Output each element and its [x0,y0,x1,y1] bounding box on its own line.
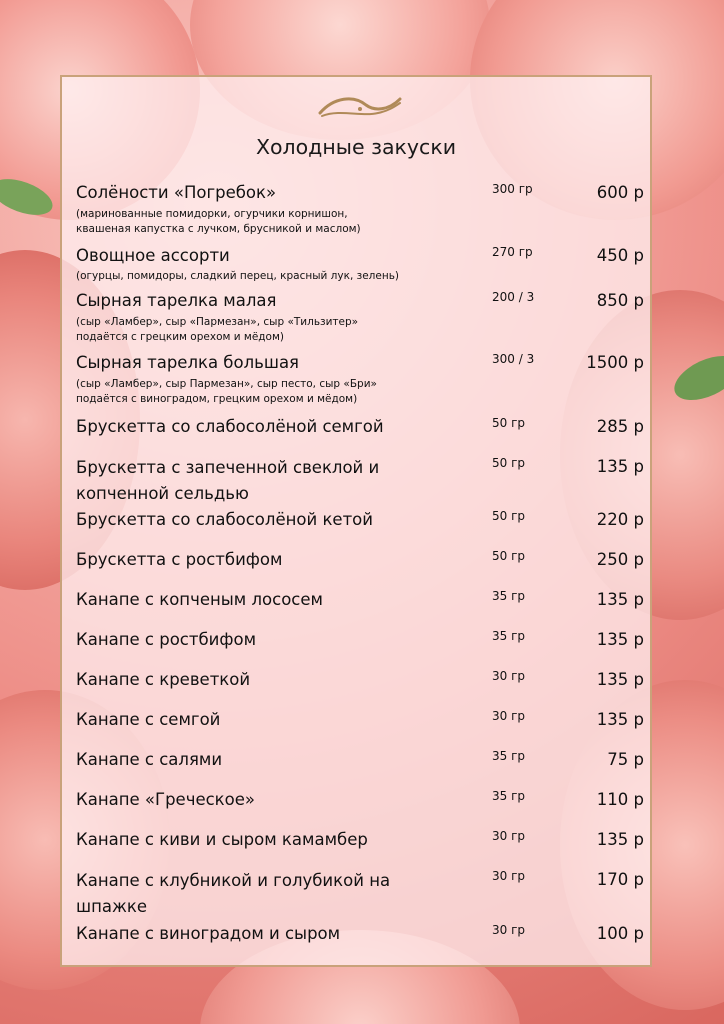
item-name: Канапе с салями [76,750,223,769]
item-weight: 30 гр [492,923,526,937]
item-weight: 30 гр [492,709,526,723]
item-name: Брускетта с ростбифом [76,550,283,569]
menu-item [76,668,642,691]
menu-item [76,244,642,284]
menu-item [76,922,642,945]
item-name: Канапе с киви и сыром камамбер [76,830,368,849]
item-price: 170 р [596,870,644,889]
item-price: 135 р [596,590,644,609]
item-price: 285 р [596,417,644,436]
item-weight: 50 гр [492,416,526,430]
menu-item [76,708,642,731]
item-price: 135 р [596,670,644,689]
menu-title: Холодные закуски [255,135,457,159]
item-description: (огурцы, помидоры, сладкий перец, красный лук, зелень) [76,270,399,282]
item-weight: 35 гр [492,749,526,763]
menu-card [60,75,652,967]
item-price: 850 р [596,291,644,310]
item-price: 135 р [596,630,644,649]
item-name: Канапе с клубникой и голубикой на шпажке [76,871,391,916]
item-name: Брускетта со слабосолёной кетой [76,510,373,529]
flourish-ornament-icon [314,91,406,121]
item-description: (маринованные помидорки, огурчики корнишон, [76,208,348,220]
menu-item [76,181,642,237]
item-name: Канапе «Греческое» [76,790,255,809]
menu-item [76,828,642,851]
item-name: Брускетта с запеченной свеклой и копченной сельдью [76,458,380,503]
item-description: подаётся с виноградом, грецким орехом и мёдом) [76,393,358,405]
item-name: Овощное ассорти [76,246,230,265]
item-weight: 50 гр [492,509,526,523]
menu-item [76,289,642,345]
item-price: 110 р [596,790,644,809]
item-price: 135 р [596,710,644,729]
item-weight: 35 гр [492,589,526,603]
item-weight: 30 гр [492,829,526,843]
item-weight: 200 / 3 [492,290,535,304]
item-price: 1500 р [586,353,644,372]
menu-item [76,748,642,771]
item-name: Сырная тарелка малая [76,291,277,310]
item-price: 135 р [596,830,644,849]
item-name: Канапе с креветкой [76,670,251,689]
item-price: 220 р [596,510,644,529]
item-price: 600 р [596,183,644,202]
item-price: 450 р [596,246,644,265]
item-price: 250 р [596,550,644,569]
menu-item [76,628,642,651]
item-weight: 30 гр [492,669,526,683]
menu-item [76,548,642,571]
menu-item [76,415,642,438]
item-description: подаётся с грецким орехом и мёдом) [76,331,285,343]
item-weight: 35 гр [492,789,526,803]
item-name: Канапе с ростбифом [76,630,257,649]
item-weight: 30 гр [492,869,526,883]
item-name: Солёности «Погребок» [76,183,277,202]
menu-item [76,868,642,920]
item-name: Канапе с семгой [76,710,221,729]
item-weight: 50 гр [492,456,526,470]
item-weight: 50 гр [492,549,526,563]
menu-item [76,351,642,407]
menu-item [76,455,642,507]
menu-item [76,788,642,811]
item-name: Сырная тарелка большая [76,353,299,372]
item-weight: 270 гр [492,245,533,259]
item-weight: 300 / 3 [492,352,535,366]
item-name: Канапе с виноградом и сыром [76,924,341,943]
item-price: 75 р [607,750,644,769]
item-description: (сыр «Ламбер», сыр «Пармезан», сыр «Тильзитер» [76,316,359,328]
item-weight: 300 гр [492,182,533,196]
item-weight: 35 гр [492,629,526,643]
item-name: Брускетта со слабосолёной семгой [76,417,384,436]
menu-item [76,508,642,531]
item-price: 100 р [596,924,644,943]
item-price: 135 р [596,457,644,476]
item-description: (сыр «Ламбер», сыр Пармезан», сыр песто, сыр «Бри» [76,378,377,390]
item-description: квашеная капустка с лучком, брусникой и маслом) [76,223,361,235]
item-name: Канапе с копченым лососем [76,590,323,609]
menu-item [76,588,642,611]
